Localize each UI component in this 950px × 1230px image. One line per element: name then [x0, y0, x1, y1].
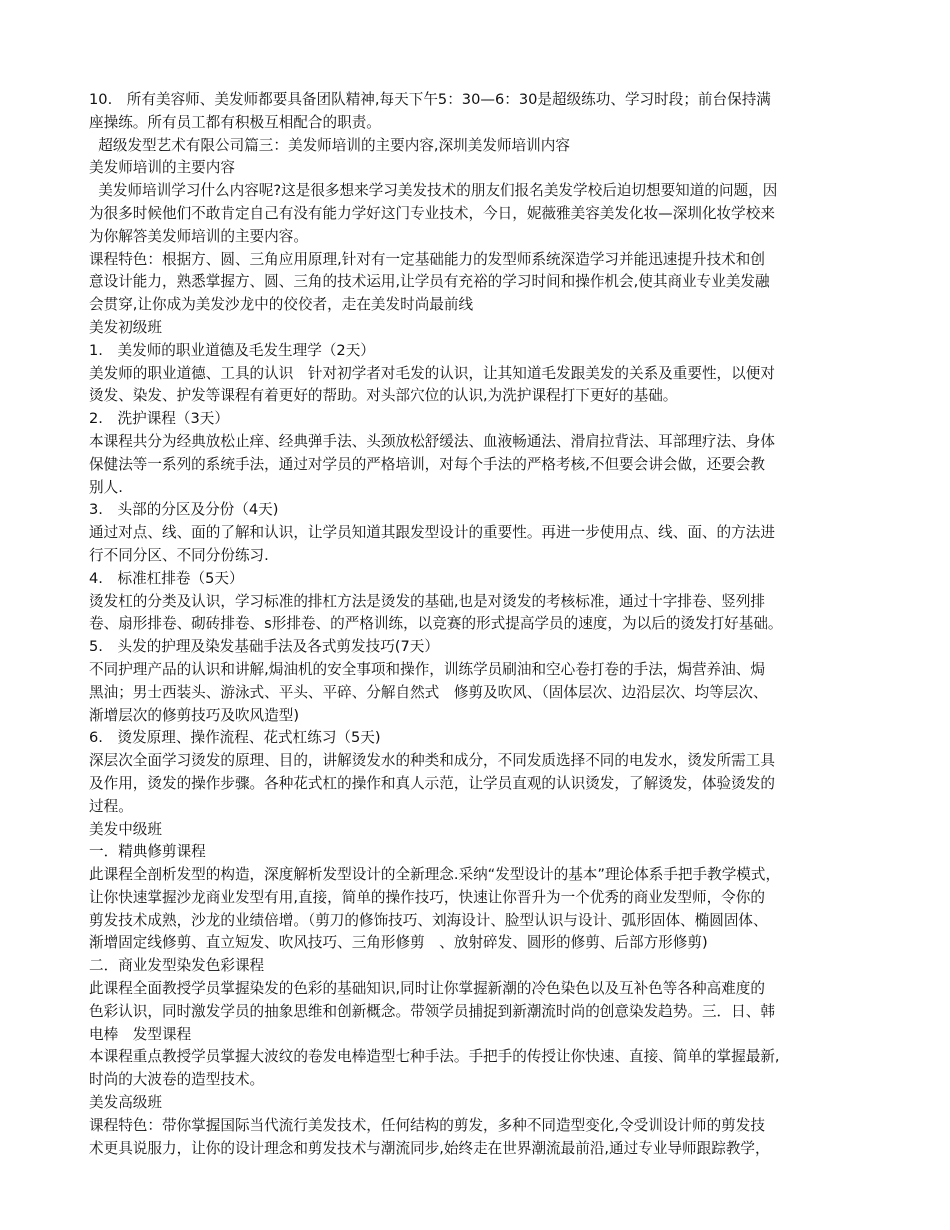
- course-heading: 5. 头发的护理及染发基础手法及各式剪发技巧(7天）: [89, 638, 439, 656]
- text-line: 为很多时候他们不敢肯定自己有没有能力学好这门专业技术，今日，妮薇雅美容美发化妆—深圳化妆学校来: [89, 204, 775, 222]
- text-line: 剪发技术成熟，沙龙的业绩倍增。（剪刀的修饰技巧、刘海设计、脸型认识与设计、弧形固体、椭圆固体、: [89, 911, 768, 929]
- course-heading: 4. 标准杠排卷（5天）: [89, 569, 244, 587]
- text-line: 本课程重点教授学员掌握大波纹的卷发电棒造型七种手法。手把手的传授让你快速、直接、简单的掌握最新,: [89, 1048, 780, 1066]
- text-line: 保健法等一系列的系统手法，通过对学员的严格培训，对每个手法的严格考核,不但要会讲会做，还要会教: [89, 455, 765, 473]
- text-line: 深层次全面学习烫发的原理、目的，讲解烫发水的种类和成分，不同发质选择不同的电发水，烫发所需工具: [89, 752, 775, 770]
- section-heading: 超级发型艺术有限公司篇三：美发师培训的主要内容,深圳美发师培训内容: [89, 136, 570, 154]
- text-line: 本课程共分为经典放松止痒、经典弹手法、头颈放松舒缓法、血液畅通法、滑肩拉背法、耳部理疗法、身体: [89, 432, 775, 450]
- text-line: 别人.: [89, 478, 123, 496]
- text-line: 美发师培训学习什么内容呢?这是很多想来学习美发技术的朋友们报名美发学校后迫切想要知道的问题，因: [89, 182, 778, 200]
- text-line: 让你快速掌握沙龙商业发型有用,直接，简单的操作技巧，快速让你晋升为一个优秀的商业发型师，令你的: [89, 888, 765, 906]
- text-line: 会贯穿,让你成为美发沙龙中的佼佼者，走在美发时尚最前线: [89, 296, 474, 314]
- course-heading: 6. 烫发原理、操作流程、花式杠练习（5天): [89, 729, 381, 747]
- text-line: 10. 所有美容师、美发师都要具备团队精神,每天下午5：30—6：30是超级练功、学习时段；前台保持满: [89, 91, 771, 108]
- course-heading: 一．精典修剪课程: [89, 843, 206, 861]
- text-line: 行不同分区、不同分份练习.: [89, 546, 269, 564]
- text-line: 时尚的大波卷的造型技术。: [89, 1071, 265, 1089]
- section-title: 美发师培训的主要内容: [89, 159, 235, 177]
- course-heading: 2. 洗护课程（3天）: [89, 410, 229, 428]
- course-heading: 3. 头部的分区及分份（4天): [89, 501, 279, 519]
- text-line: 美发师的职业道德、工具的认识 针对初学者对毛发的认识，让其知道毛发跟美发的关系及重要性，以便对: [89, 364, 775, 382]
- course-heading: 1. 美发师的职业道德及毛发生理学（2天）: [89, 341, 375, 359]
- text-line: 意设计能力，熟悉掌握方、圆、三角的技术运用,让学员有充裕的学习时间和操作机会,使其商业专业美发融: [89, 273, 770, 291]
- text-line: 渐增固定线修剪、直立短发、吹风技巧、三角形修剪 、放射碎发、圆形的修剪、后部方形修剪): [89, 934, 708, 952]
- text-line: 渐增层次的修剪技巧及吹风造型): [89, 706, 300, 724]
- text-line: 不同护理产品的认识和讲解,焗油机的安全事项和操作，训练学员刷油和空心卷打卷的手法，焗营养油、焗: [89, 660, 765, 678]
- text-line: 为你解答美发师培训的主要内容。: [89, 227, 308, 245]
- document-body: [89, 89, 861, 1160]
- class-heading: 美发中级班: [89, 820, 162, 838]
- text-line: 课程特色：带你掌握国际当代流行美发技术，任何结构的剪发，多种不同造型变化,令受训设计师的剪发技: [89, 1116, 765, 1134]
- text-line: 黑油；男士西装头、游泳式、平头、平碎、分解自然式 修剪及吹风、（固体层次、边沿层次、均等层次、: [89, 683, 768, 701]
- text-line: 此课程全面教授学员掌握染发的色彩的基础知识,同时让你掌握新潮的冷色染色以及互补色等各种高难度的: [89, 980, 765, 998]
- text-line: 此课程全剖析发型的构造，深度解析发型设计的全新理念.采纳“发型设计的基本”理论体系手把手教学模式，: [89, 866, 781, 884]
- text-line: 卷、扇形排卷、砌砖排卷、s形排卷、的严格训练，以竞赛的形式提高学员的速度，为以后的烫发打好基础。: [89, 615, 783, 633]
- class-heading: 美发高级班: [89, 1094, 162, 1112]
- class-heading: 美发初级班: [89, 318, 162, 336]
- text-line: 座操练。所有员工都有积极互相配合的职责。: [89, 113, 381, 131]
- course-heading: 二．商业发型染发色彩课程: [89, 957, 265, 975]
- text-line: 课程特色：根据方、圆、三角应用原理,针对有一定基础能力的发型师系统深造学习并能迅速提升技术和创: [89, 250, 765, 268]
- text-line: 电棒 发型课程: [89, 1025, 192, 1043]
- text-line: 烫发杠的分类及认识，学习标准的排杠方法是烫发的基础,也是对烫发的考核标准，通过十字排卷、竖列排: [89, 592, 765, 610]
- text-line: 色彩认识，同时激发学员的抽象思维和创新概念。带领学员捕捉到新潮流时尚的创意染发趋势。三．日、韩: [89, 1002, 775, 1020]
- text-line: 烫发、染发、护发等课程有着更好的帮助。对头部穴位的认识,为洗护课程打下更好的基础。: [89, 387, 678, 405]
- text-line: 及作用，烫发的操作步骤。各种花式杠的操作和真人示范，让学员直观的认识烫发，了解烫发，体验烫发的: [89, 774, 775, 792]
- text-line: 通过对点、线、面的了解和认识，让学员知道其跟发型设计的重要性。再进一步使用点、线、面、的方法进: [89, 524, 775, 542]
- text-line: 术更具说服力，让你的设计理念和剪发技术与潮流同步,始终走在世界潮流最前沿,通过专业导师跟踪教学，: [89, 1139, 770, 1157]
- text-line: 过程。: [89, 797, 133, 815]
